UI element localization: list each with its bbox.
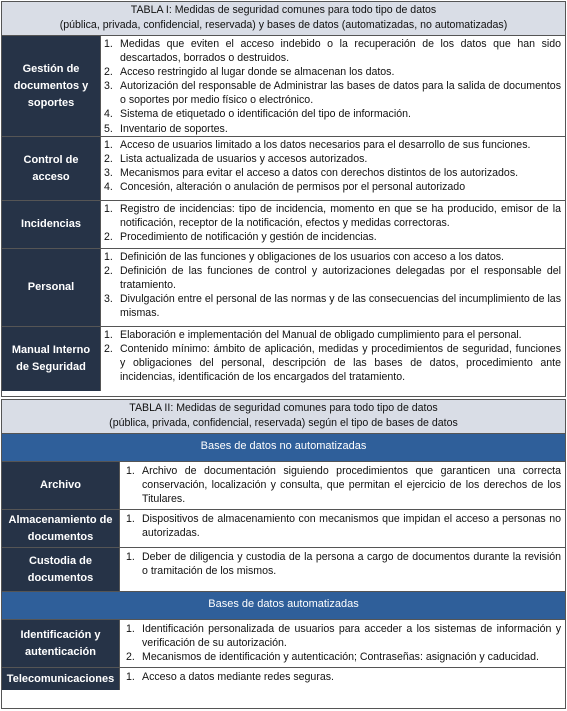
item-text: Autorización del responsable de Administrar las bases de datos para la salida de documentos o soportes por medio físico o electrónico.	[120, 80, 561, 107]
table-2-row-archivo	[2, 462, 565, 510]
list-item	[104, 230, 561, 244]
item-number: 4.	[104, 181, 113, 194]
table-1-row-incidencias	[2, 201, 565, 249]
row-label: Custodia de documentos	[2, 548, 119, 591]
list-item	[104, 202, 561, 230]
item-text: Dispositivos de almacenamiento con mecanismos que impidan el acceso a personas no autorizadas.	[142, 513, 561, 540]
section-header-no-automatizadas: Bases de datos no automatizadas	[2, 434, 565, 462]
row-label: Identificación y autenticación	[2, 620, 119, 667]
item-text: Definición de las funciones de control y autorizaciones delegadas por el responsable del tratamiento.	[120, 265, 561, 292]
row-content	[100, 201, 565, 248]
row-label: Telecomunicaciones	[2, 668, 119, 690]
list-item	[104, 37, 561, 65]
list-item	[104, 122, 561, 136]
item-text: Mecanismos para evitar el acceso a datos con derechos distintos de los autorizados.	[120, 167, 519, 180]
list-item	[123, 622, 561, 650]
item-number: 3.	[104, 293, 113, 306]
item-number: 3.	[104, 167, 113, 180]
row-content	[119, 510, 565, 547]
row-content	[119, 668, 565, 690]
item-text: Acceso a datos mediante redes seguras.	[142, 671, 334, 683]
row-content	[119, 620, 565, 667]
list-item	[104, 79, 561, 107]
row-content	[100, 36, 565, 136]
item-number: 2.	[126, 651, 135, 664]
row-content	[100, 249, 565, 326]
item-number: 4.	[104, 108, 113, 121]
item-number: 1.	[104, 329, 113, 341]
item-text: Elaboración e implementación del Manual de obligado cumplimiento para el personal.	[120, 329, 522, 341]
item-number: 2.	[104, 153, 113, 166]
list-item	[104, 65, 561, 79]
table-1-row-gestion	[2, 36, 565, 137]
item-number: 2.	[104, 66, 113, 79]
list-item	[104, 250, 561, 264]
row-label: Control de acceso	[2, 137, 100, 200]
table-1-subtitle: (pública, privada, confidencial, reservada) y bases de datos (automatizadas, no automatizadas)	[59, 18, 508, 31]
table-2-row-identificacion	[2, 620, 565, 668]
list-item	[104, 166, 561, 180]
list-item	[104, 152, 561, 166]
item-number: 5.	[104, 122, 113, 135]
item-text: Sistema de etiquetado o identificación del tipo de información.	[120, 108, 411, 121]
list-item	[123, 464, 561, 506]
table-1-title: TABLA I: Medidas de seguridad comunes para todo tipo de datos	[130, 4, 437, 16]
list-item	[104, 138, 561, 152]
item-text: Registro de incidencias: tipo de incidencia, momento en que se ha producido, emisor de la notificación, receptor de la notificación, efectos y medidas correctoras.	[120, 203, 561, 230]
row-content	[119, 548, 565, 591]
row-label: Manual Interno de Seguridad	[2, 327, 100, 391]
item-number: 1.	[126, 671, 135, 683]
item-number: 1.	[104, 251, 113, 263]
table-2-subtitle: (pública, privada, confidencial, reservada) según el tipo de bases de datos	[109, 416, 458, 429]
item-text: Lista actualizada de usuarios y accesos autorizados.	[120, 153, 368, 166]
row-content	[119, 462, 565, 509]
table-2	[1, 399, 566, 709]
row-label: Archivo	[2, 462, 119, 509]
table-1-row-control-acceso	[2, 137, 565, 201]
item-text: Inventario de soportes.	[120, 122, 228, 135]
list-item	[104, 264, 561, 292]
list-item	[104, 342, 561, 384]
list-item	[104, 328, 561, 342]
item-text: Archivo de documentación siguiendo procedimientos que garanticen una correcta conservación, localización y consulta, que permitan el ejercicio de los derechos de los Titulares.	[142, 465, 561, 506]
list-item	[123, 670, 561, 684]
item-number: 1.	[104, 139, 113, 151]
row-content	[100, 327, 565, 391]
list-item	[104, 180, 561, 194]
item-text: Procedimiento de notificación y gestión de incidencias.	[120, 231, 377, 244]
row-label: Gestión de documentos y soportes	[2, 36, 100, 136]
table-2-row-almacenamiento	[2, 510, 565, 548]
row-content	[100, 137, 565, 200]
table-2-row-telecomunicaciones	[2, 668, 565, 690]
list-item	[123, 550, 561, 578]
item-text: Definición de las funciones y obligaciones de los usuarios con acceso a los datos.	[120, 251, 504, 263]
item-number: 2.	[104, 265, 113, 278]
list-item	[123, 650, 561, 664]
item-number: 1.	[126, 513, 135, 525]
item-text: Identificación personalizada de usuarios para acceder a los sistemas de información y verificación de su autorización.	[142, 623, 561, 650]
item-number: 2.	[104, 231, 113, 244]
item-number: 1.	[126, 551, 135, 563]
item-number: 1.	[126, 465, 135, 477]
item-text: Concesión, alteración o anulación de permisos por el personal autorizado	[120, 181, 466, 194]
row-label: Almacenamiento de documentos	[2, 510, 119, 547]
item-number: 1.	[126, 623, 135, 635]
table-1	[1, 1, 566, 397]
table-2-row-custodia	[2, 548, 565, 592]
item-text: Deber de diligencia y custodia de la persona a cargo de documentos durante la revisión o tramitación de los mismos.	[142, 551, 561, 578]
item-text: Contenido mínimo: ámbito de aplicación, medidas y procedimientos de seguridad, funciones y obligaciones del personal, descripción de las bases de datos, procedimiento ante incidencias, identificación de los encargados del tratamiento.	[120, 343, 561, 384]
item-text: Medidas que eviten el acceso indebido o la recuperación de los datos que han sido descartados, borrados o destruidos.	[120, 38, 561, 65]
item-text: Acceso de usuarios limitado a los datos necesarios para el desarrollo de sus funciones.	[120, 139, 531, 151]
item-number: 3.	[104, 80, 113, 93]
list-item	[104, 292, 561, 320]
table-2-header	[2, 400, 565, 434]
item-text: Acceso restringido al lugar donde se almacenan los datos.	[120, 66, 395, 79]
row-label: Incidencias	[2, 201, 100, 248]
table-2-title: TABLA II: Medidas de seguridad comunes para todo tipo de datos	[129, 402, 438, 414]
item-number: 1.	[104, 203, 113, 215]
section-header-automatizadas: Bases de datos automatizadas	[2, 592, 565, 620]
item-text: Mecanismos de identificación y autenticación; Contraseñas: asignación y caducidad.	[142, 651, 539, 664]
table-1-row-manual	[2, 327, 565, 391]
table-1-row-personal	[2, 249, 565, 327]
list-item	[104, 107, 561, 121]
item-text: Divulgación entre el personal de las normas y de las consecuencias del incumplimiento de las mismas.	[120, 293, 561, 320]
document-page	[1, 1, 566, 709]
item-number: 1.	[104, 38, 113, 50]
table-1-header	[2, 2, 565, 36]
row-label: Personal	[2, 249, 100, 326]
list-item	[123, 512, 561, 540]
item-number: 2.	[104, 343, 113, 356]
